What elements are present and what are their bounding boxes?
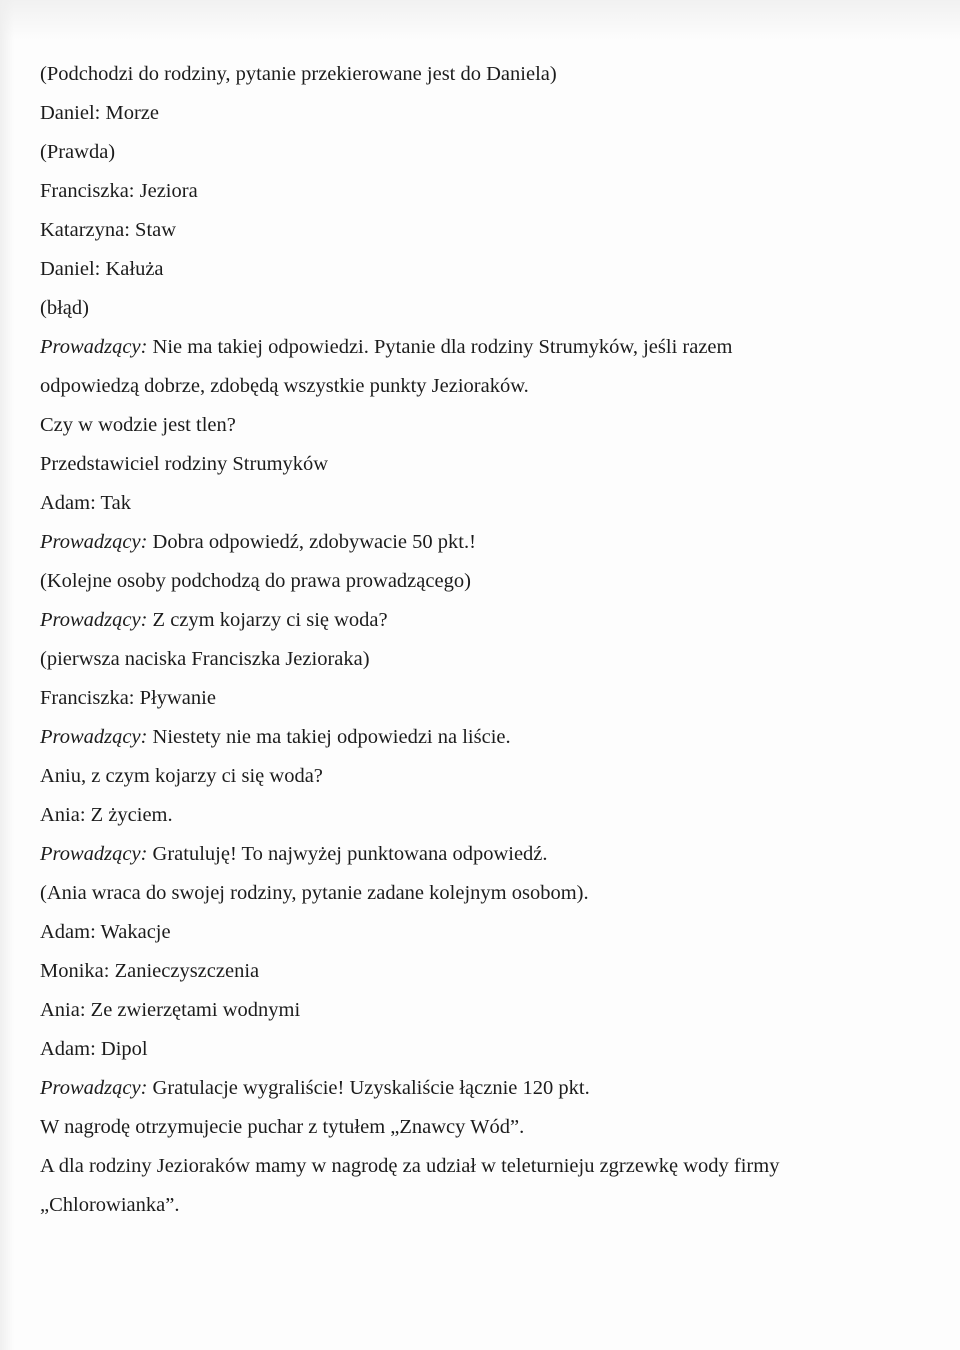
script-line xyxy=(40,718,920,757)
line-text: (Prawda) xyxy=(40,141,116,163)
line-text: Nie ma takiej odpowiedzi. Pytanie dla rodziny Strumyków, jeśli razem xyxy=(147,336,733,358)
speaker-label: Prowadzący: xyxy=(40,609,148,631)
line-text: Ania: Z życiem. xyxy=(40,804,173,826)
line-text: Monika: Zanieczyszczenia xyxy=(40,960,260,982)
script-line xyxy=(40,55,920,94)
line-text: (pierwsza naciska Franciszka Jezioraka) xyxy=(40,648,370,670)
line-text: Dobra odpowiedź, zdobywacie 50 pkt.! xyxy=(147,531,476,553)
line-text: Adam: Tak xyxy=(40,492,131,514)
script-line xyxy=(40,757,920,796)
script-line xyxy=(40,796,920,835)
script-line xyxy=(40,874,920,913)
script-line xyxy=(40,523,920,562)
line-text: W nagrodę otrzymujecie puchar z tytułem „Znawcy Wód”. xyxy=(40,1116,525,1138)
script-line xyxy=(40,367,920,406)
line-text: (Podchodzi do rodziny, pytanie przekierowane jest do Daniela) xyxy=(40,63,557,85)
line-text: Katarzyna: Staw xyxy=(40,219,177,241)
speaker-label: Prowadzący: xyxy=(40,1077,148,1099)
speaker-label: Prowadzący: xyxy=(40,726,148,748)
line-text: A dla rodziny Jezioraków mamy w nagrodę za udział w teleturnieju zgrzewkę wody firmy xyxy=(40,1155,780,1177)
script-line xyxy=(40,952,920,991)
script-line xyxy=(40,601,920,640)
line-text: Daniel: Kałuża xyxy=(40,258,164,280)
script-line xyxy=(40,1147,920,1186)
script-line xyxy=(40,211,920,250)
script-line xyxy=(40,328,920,367)
line-text: (Ania wraca do swojej rodziny, pytanie zadane kolejnym osobom). xyxy=(40,882,589,904)
script-line xyxy=(40,1108,920,1147)
script-line xyxy=(40,289,920,328)
line-text: Gratulacje wygraliście! Uzyskaliście łącznie 120 pkt. xyxy=(147,1077,590,1099)
script-line xyxy=(40,1186,920,1225)
line-text: (Kolejne osoby podchodzą do prawa prowadzącego) xyxy=(40,570,471,592)
line-text: (błąd) xyxy=(40,297,89,319)
line-text: Niestety nie ma takiej odpowiedzi na liście. xyxy=(147,726,511,748)
script-line xyxy=(40,679,920,718)
line-text: odpowiedzą dobrze, zdobędą wszystkie punkty Jezioraków. xyxy=(40,375,529,397)
script-text xyxy=(40,55,920,1225)
line-text: Czy w wodzie jest tlen? xyxy=(40,414,236,436)
script-line xyxy=(40,913,920,952)
line-text: Gratuluję! To najwyżej punktowana odpowiedź. xyxy=(147,843,548,865)
line-text: Z czym kojarzy ci się woda? xyxy=(147,609,388,631)
script-line xyxy=(40,1069,920,1108)
line-text: Franciszka: Pływanie xyxy=(40,687,216,709)
line-text: Przedstawiciel rodziny Strumyków xyxy=(40,453,329,475)
script-line xyxy=(40,406,920,445)
line-text: Ania: Ze zwierzętami wodnymi xyxy=(40,999,301,1021)
speaker-label: Prowadzący: xyxy=(40,336,148,358)
script-line xyxy=(40,250,920,289)
script-line xyxy=(40,133,920,172)
line-text: Adam: Wakacje xyxy=(40,921,171,943)
speaker-label: Prowadzący: xyxy=(40,843,148,865)
script-line xyxy=(40,484,920,523)
script-line xyxy=(40,562,920,601)
line-text: Adam: Dipol xyxy=(40,1038,148,1060)
script-line xyxy=(40,1030,920,1069)
script-line xyxy=(40,172,920,211)
line-text: Aniu, z czym kojarzy ci się woda? xyxy=(40,765,323,787)
line-text: Daniel: Morze xyxy=(40,102,159,124)
line-text: Franciszka: Jeziora xyxy=(40,180,198,202)
script-line xyxy=(40,445,920,484)
scan-shadow-top xyxy=(0,0,960,40)
script-line xyxy=(40,835,920,874)
scan-shadow-left xyxy=(0,0,14,1350)
script-line xyxy=(40,640,920,679)
script-line xyxy=(40,991,920,1030)
script-line xyxy=(40,94,920,133)
speaker-label: Prowadzący: xyxy=(40,531,148,553)
line-text: „Chlorowianka”. xyxy=(40,1194,180,1216)
